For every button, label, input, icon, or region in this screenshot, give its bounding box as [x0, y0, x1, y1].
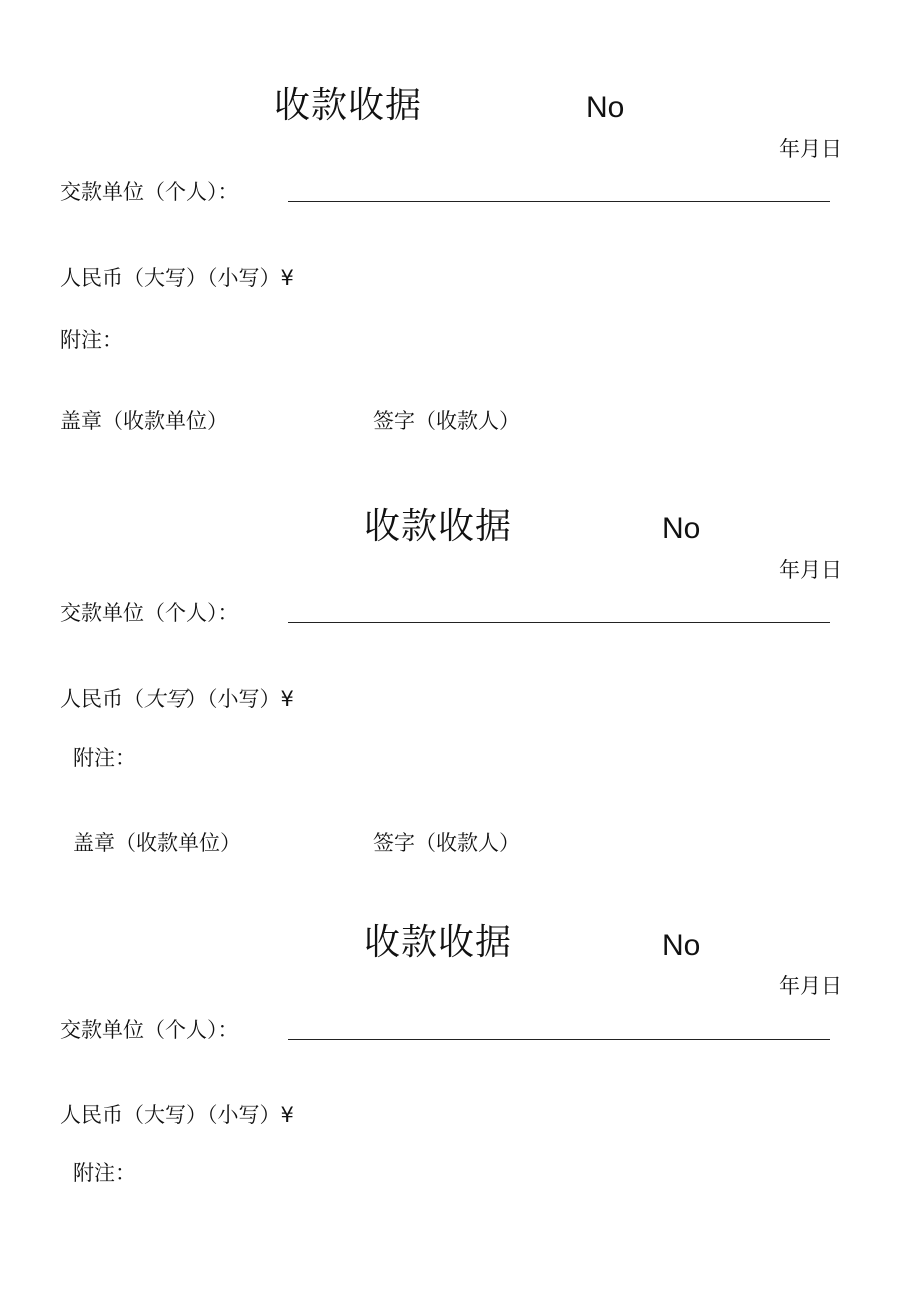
amount-label-suffix: ）（小写）¥ — [186, 687, 294, 711]
payer-blank-line[interactable] — [288, 1039, 830, 1040]
amount-label-suffix: ）（小写）¥ — [186, 1103, 294, 1127]
receipt-2 — [0, 421, 920, 855]
amount-label-prefix: 人民币（ — [60, 1103, 144, 1127]
stamp-label: 盖章（收款单位） — [73, 831, 241, 855]
note-label: 附注： — [73, 746, 136, 770]
receipt-title: 收款收据 — [274, 85, 423, 126]
receipt-number-label: No — [662, 929, 701, 962]
amount-label-daxie: 大写 — [144, 687, 186, 711]
stamp-label: 盖章（收款单位） — [60, 409, 228, 433]
amount-label-suffix: ）（小写）¥ — [186, 266, 294, 290]
signature-label: 签字（收款人） — [373, 409, 520, 433]
receipt-number-label: No — [586, 91, 625, 124]
payer-label: 交款单位（个人）： — [60, 180, 239, 204]
note-label: 附注： — [60, 328, 123, 352]
receipt-1 — [0, 0, 920, 433]
date-label: 年月日 — [779, 137, 842, 161]
date-label: 年月日 — [779, 558, 842, 582]
payer-label: 交款单位（个人）： — [60, 601, 239, 625]
payer-blank-line[interactable] — [288, 201, 830, 202]
note-label: 附注： — [73, 1161, 136, 1185]
payer-blank-line[interactable] — [288, 622, 830, 623]
receipt-title: 收款收据 — [364, 506, 513, 547]
date-label: 年月日 — [779, 974, 842, 998]
amount-label-prefix: 人民币（ — [60, 266, 144, 290]
amount-label-daxie: 大写 — [144, 266, 186, 290]
amount-label — [60, 686, 294, 712]
receipt-number-label: No — [662, 512, 701, 545]
receipt-title: 收款收据 — [364, 922, 513, 963]
receipt-3 — [0, 838, 920, 1258]
amount-label-prefix: 人民币（ — [60, 687, 144, 711]
amount-label — [60, 265, 294, 291]
amount-label — [60, 1102, 294, 1128]
payer-label: 交款单位（个人）： — [60, 1018, 239, 1042]
amount-label-daxie: 大写 — [144, 1103, 186, 1127]
signature-label: 签字（收款人） — [373, 831, 520, 855]
